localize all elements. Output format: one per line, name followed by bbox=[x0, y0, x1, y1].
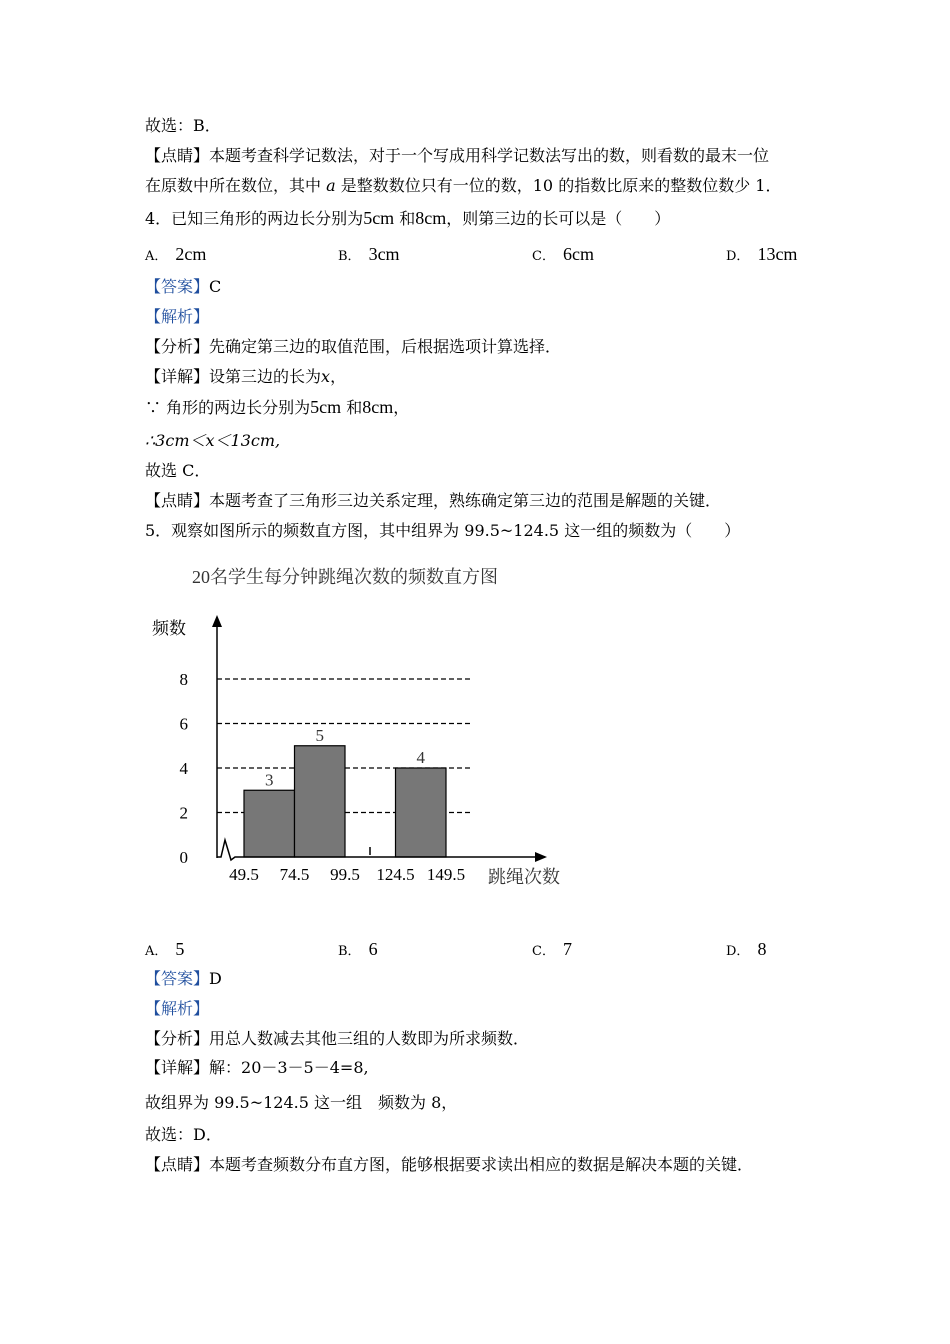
option-key: B． bbox=[338, 944, 361, 959]
fenxi-text: 先确定第三边的取值范围，后根据选项计算选择． bbox=[209, 337, 562, 356]
histogram-bar bbox=[396, 768, 447, 857]
x-tick-label: 49.5 bbox=[229, 865, 259, 884]
prev-comment-line-2 bbox=[145, 176, 781, 196]
q5-stem: 5．观察如图所示的频数直方图，其中组界为 99.5~124.5 这一组的频数为（ ） bbox=[145, 521, 741, 540]
option-key: D． bbox=[726, 944, 750, 959]
option-value: 7 bbox=[562, 939, 572, 959]
because-end: ， bbox=[393, 398, 410, 417]
q4-detail bbox=[145, 367, 346, 387]
option-value: 3cm bbox=[368, 244, 400, 264]
comment-tag: 【点睛】 bbox=[145, 491, 210, 510]
q5-conclusion: 故组界为 99.5~124.5 这一组 频数为 8， bbox=[145, 1093, 458, 1112]
fenxi-tag: 【分析】 bbox=[145, 1029, 210, 1048]
detail-tag: 【详解】 bbox=[145, 367, 210, 386]
comment-tag: 【点睛】 bbox=[145, 1155, 210, 1174]
q4-option-a bbox=[145, 244, 206, 267]
y-tick-label: 6 bbox=[179, 714, 188, 734]
x-tick-label: 124.5 bbox=[376, 865, 415, 884]
q4-stem-v2: 8cm bbox=[415, 208, 447, 228]
comment-text: 本题考查频数分布直方图，能够根据要求读出相应的数据是解决本题的关键． bbox=[209, 1155, 754, 1174]
x-axis-label: 跳绳次数 bbox=[488, 867, 560, 887]
q4-stem-b: ，则第三边的长可以是（ ） bbox=[446, 209, 671, 228]
bar-label: 3 bbox=[265, 770, 274, 790]
q5-option-c bbox=[532, 939, 572, 962]
because-v1: 5cm bbox=[310, 397, 342, 417]
option-key: C． bbox=[532, 944, 555, 959]
comment-text: 本题考查了三角形三边关系定理，熟练确定第三边的范围是解题的关键． bbox=[209, 491, 722, 510]
q5-analysis-tag: 【解析】 bbox=[145, 999, 210, 1018]
histogram-chart bbox=[140, 560, 580, 900]
comment-text: 本题考查科学记数法，对于一个写成用科学记数法写出的数，则看数的最末一位 bbox=[209, 146, 770, 165]
option-key: D． bbox=[726, 249, 750, 264]
because-text: ∵ 角形的两边长分别为 bbox=[145, 398, 311, 417]
comment-text-b: 是整数数位只有一位的数，10 的指数比原来的整数位数少 1． bbox=[340, 176, 782, 195]
q4-stem-a: 4．已知三角形的两边长分别为 bbox=[145, 209, 364, 228]
q5-detail bbox=[145, 1058, 369, 1078]
q4-stem-v1: 5cm bbox=[363, 208, 395, 228]
q4-therefore: ∴3cm＜x＜13cm, bbox=[145, 431, 281, 450]
x-axis-arrow bbox=[535, 852, 547, 862]
option-value: 6cm bbox=[562, 244, 594, 264]
q4-analysis-tag: 【解析】 bbox=[145, 307, 210, 326]
comment-tag: 【点睛】 bbox=[145, 146, 210, 165]
option-value: 2cm bbox=[175, 244, 207, 264]
option-key: A． bbox=[145, 249, 168, 264]
x-tick-label: 149.5 bbox=[426, 865, 466, 884]
y-axis-arrow bbox=[212, 615, 222, 627]
y-axis-label: 频数 bbox=[152, 619, 186, 638]
detail-text-a: 设第三边的长为 bbox=[209, 367, 322, 386]
y-tick-label: 8 bbox=[179, 670, 188, 689]
answer-value: C bbox=[209, 277, 222, 296]
q4-answer bbox=[145, 277, 221, 297]
option-value: 8 bbox=[757, 939, 767, 959]
q4-choice: 故选 C． bbox=[145, 461, 211, 480]
q5-option-d bbox=[726, 939, 766, 962]
histogram-bar bbox=[295, 746, 346, 857]
x-tick-label: 99.5 bbox=[330, 865, 360, 884]
chart-title: 20名学生每分钟跳绳次数的频数直方图 bbox=[192, 567, 498, 587]
comment-text-a: 在原数中所在数位，其中 bbox=[145, 176, 322, 195]
q5-choice: 故选：D． bbox=[145, 1125, 222, 1144]
q4-comment bbox=[145, 491, 721, 511]
q4-because bbox=[145, 397, 409, 418]
answer-tag: 【答案】 bbox=[145, 969, 210, 988]
option-value: 5 bbox=[175, 939, 185, 959]
option-key: B． bbox=[338, 249, 361, 264]
because-and: 和 bbox=[346, 398, 363, 417]
option-value: 6 bbox=[368, 939, 378, 959]
prev-comment-line-1 bbox=[145, 146, 769, 166]
q4-option-d bbox=[726, 244, 797, 267]
prev-choice: 故选：B． bbox=[145, 116, 221, 135]
because-v2: 8cm bbox=[362, 397, 394, 417]
option-key: C． bbox=[532, 249, 555, 264]
fenxi-text: 用总人数减去其他三组的人数即为所求频数． bbox=[209, 1029, 530, 1048]
q4-option-b bbox=[338, 244, 400, 267]
detail-text-b: ， bbox=[330, 367, 347, 386]
q5-comment bbox=[145, 1155, 753, 1175]
q5-fenxi bbox=[145, 1029, 529, 1049]
histogram-figure bbox=[140, 560, 580, 900]
variable-a: a bbox=[326, 176, 336, 195]
q4-option-c bbox=[532, 244, 594, 267]
q4-fenxi bbox=[145, 337, 561, 357]
y-tick-label: 0 bbox=[179, 848, 188, 867]
q5-option-a bbox=[145, 939, 184, 962]
y-tick-label: 2 bbox=[179, 803, 188, 823]
answer-value: D bbox=[209, 969, 222, 988]
answer-tag: 【答案】 bbox=[145, 277, 210, 296]
fenxi-tag: 【分析】 bbox=[145, 337, 210, 356]
histogram-bar bbox=[244, 790, 295, 857]
q5-option-b bbox=[338, 939, 378, 962]
q4-stem-and: 和 bbox=[399, 209, 416, 228]
detail-tag: 【详解】 bbox=[145, 1058, 210, 1077]
q5-answer bbox=[145, 969, 222, 989]
bar-label: 4 bbox=[416, 748, 425, 767]
q4-stem bbox=[145, 208, 670, 229]
x-tick-label: 74.5 bbox=[279, 865, 310, 884]
option-value: 13cm bbox=[757, 244, 798, 264]
variable-x: x bbox=[321, 367, 331, 386]
option-key: A． bbox=[145, 944, 168, 959]
y-tick-label: 4 bbox=[179, 759, 188, 778]
detail-text: 解：20－3－5－4=8, bbox=[209, 1058, 369, 1077]
bar-label: 5 bbox=[315, 725, 324, 745]
